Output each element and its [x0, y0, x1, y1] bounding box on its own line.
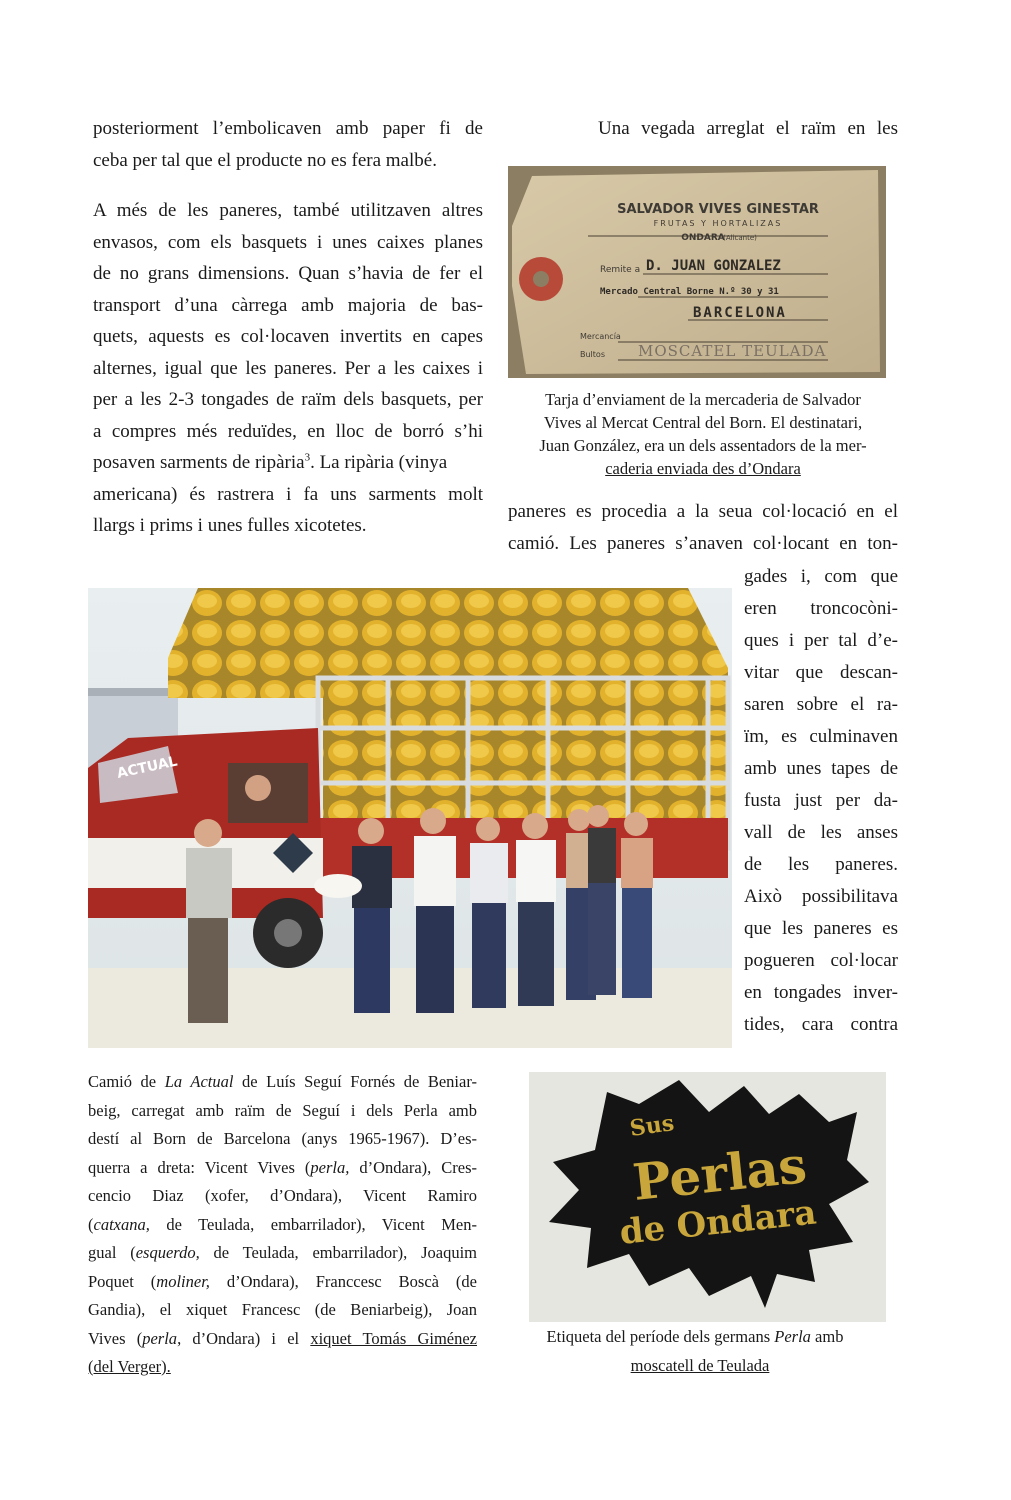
- caption-line: destí al Born de Barcelona (anys 1965-1967). D’es-: [88, 1129, 477, 1148]
- text-line: pogueren col·locar: [744, 950, 898, 971]
- shipping-tag-photo: [508, 166, 886, 378]
- caption-fragment: , d’Ondara) i el: [177, 1328, 311, 1348]
- label-caption: [510, 1323, 880, 1380]
- caption-italic: La Actual: [164, 1072, 234, 1091]
- text-line: ques i per tal d’e-: [744, 630, 898, 651]
- caption-line: Juan González, era un dels assentadors de la mer-: [539, 436, 867, 455]
- caption-fragment: amb: [810, 1327, 844, 1346]
- footnote-mark: 3: [304, 451, 311, 464]
- caption-line: [88, 1239, 477, 1268]
- cheese-bundle: [314, 874, 362, 898]
- text-line: en tongades inver-: [744, 982, 898, 1003]
- text-line: de no grans dimensions. Quan s’havia de fer el: [93, 263, 483, 284]
- text-line: ïm, es culminaven: [744, 726, 898, 747]
- tag-products: FRUTAS Y HORTALIZAS: [653, 219, 783, 228]
- caption-line: beig, carregat amb raïm de Seguí i dels Perla amb: [88, 1100, 477, 1120]
- text-line: alternes, igual que les paneres. Per a les caixes i: [93, 357, 483, 379]
- text-line: envasos, com els basquets i unes caixes planes: [93, 231, 483, 253]
- tag-recipient: D. JUAN GONZALEZ: [646, 258, 781, 274]
- caption-italic: perla: [142, 1328, 178, 1348]
- truck-photo: [88, 588, 732, 1048]
- left-paragraph-1: [93, 113, 483, 176]
- tag-company: SALVADOR VIVES GINESTAR: [617, 202, 819, 217]
- text-line: americana) és rastrera i fa uns sarments molt: [93, 483, 483, 505]
- caption-fragment: querra a dreta: Vicent Vives (: [88, 1157, 311, 1177]
- caption-italic: moliner,: [156, 1271, 210, 1291]
- tag-contents: MOSCATEL TEULADA: [638, 342, 827, 360]
- text-line: gades i, com que: [744, 566, 898, 587]
- caption-underlined: moscatell de Teulada: [630, 1355, 770, 1375]
- tag-city: BARCELONA: [693, 305, 787, 321]
- text-line: [93, 447, 483, 479]
- caption-fragment: d’Ondara), Cres-: [349, 1157, 477, 1177]
- caption-fragment: Camió de: [88, 1072, 165, 1091]
- text-line: vall de les anses: [744, 822, 898, 843]
- text-line: llargs i prims i unes fulles xicotetes.: [93, 515, 367, 536]
- right-continuation: [508, 496, 898, 559]
- caption-line: [88, 1353, 477, 1382]
- caption-italic: esquerdo,: [135, 1243, 200, 1262]
- text-line: Una vegada arreglat el raïm en les: [598, 118, 898, 139]
- right-narrow-column: [744, 561, 898, 1041]
- caption-line: [88, 1268, 477, 1297]
- caption-line: cencio Diaz (xofer, d’Ondara), Vicent Ramiro: [88, 1186, 477, 1205]
- text-line: tides, cara contra: [744, 1014, 898, 1035]
- caption-italic: Perla: [774, 1327, 811, 1346]
- label-photo: [529, 1072, 886, 1322]
- text-line: fusta just per da-: [744, 790, 898, 811]
- text-line: de les paneres.: [744, 854, 898, 875]
- caption-line: [510, 1352, 880, 1381]
- label-word-2: Perlas: [630, 1135, 810, 1212]
- text-line: amb unes tapes de: [744, 758, 898, 779]
- right-top-line: [508, 113, 898, 145]
- crate-stack-top: [168, 588, 728, 698]
- text-fragment: . La ripària (vinya: [310, 452, 448, 473]
- caption-line: Gandia), el xiquet Francesc (de Beniarbeig), Joan: [88, 1300, 477, 1319]
- tag-remite-label: Remite a: [600, 265, 641, 275]
- label-word-3: de Ondara: [617, 1192, 819, 1253]
- tag-province: (Alicante): [723, 234, 757, 242]
- text-line: Això possibilitava: [744, 886, 898, 907]
- tag-address: Mercado Central Borne N.º 30 y 31: [600, 287, 779, 297]
- truck-caption: [88, 1068, 477, 1382]
- caption-fragment: Vives (: [88, 1328, 143, 1348]
- caption-line: Tarja d’enviament de la mercaderia de Salvador: [545, 390, 861, 409]
- text-line: vitar que descan-: [744, 662, 898, 683]
- cab-text: ACTUAL: [115, 753, 179, 782]
- caption-line: [88, 1068, 477, 1097]
- caption-underlined: (del Verger).: [88, 1357, 171, 1376]
- caption-fragment: de Teulada, embarrilador), Joaquim: [199, 1243, 478, 1262]
- text-line: A més de les paneres, també utilitzaven altres: [93, 200, 483, 221]
- label-word-1: Sus: [628, 1110, 676, 1142]
- shipping-tag-image: [508, 166, 886, 378]
- tag-hole: [533, 271, 549, 287]
- text-line: camió. Les paneres s’anaven col·locant en ton-: [508, 532, 898, 554]
- tag-bultos-label: Bultos: [580, 350, 605, 359]
- caption-fragment: Poquet (: [88, 1271, 157, 1291]
- left-paragraph-2: [93, 195, 483, 542]
- caption-italic: perla,: [310, 1157, 350, 1177]
- caption-line: [510, 1323, 880, 1352]
- caption-underlined: xiquet Tomás Giménez: [310, 1328, 478, 1348]
- caption-fragment: d’Ondara), Franccesc Boscà (de: [209, 1271, 477, 1291]
- shipping-tag-caption: [508, 388, 898, 480]
- caption-fragment: de Teulada, embarrilador), Vicent Men-: [149, 1214, 477, 1234]
- tag-mercancia-label: Mercancía: [580, 332, 621, 341]
- caption-line: [88, 1154, 477, 1183]
- caption-line: [508, 457, 898, 480]
- caption-underlined: caderia enviada des d’Ondara: [605, 459, 801, 478]
- text-line: transport d’una càrrega amb majoria de bas-: [93, 294, 483, 316]
- caption-line: [88, 1325, 477, 1354]
- text-line: eren troncocòni-: [744, 598, 898, 619]
- tag-town: ONDARA: [681, 233, 725, 243]
- caption-fragment: Etiqueta del període dels germans: [546, 1327, 775, 1346]
- text-line: quets, aquests es col·locaven invertits en capes: [93, 326, 483, 347]
- text-line: per a les 2-3 tongades de raïm dels basquets, per: [93, 389, 483, 410]
- caption-italic: catxana,: [93, 1214, 150, 1234]
- text-fragment: posaven sarments de ripària: [93, 452, 305, 473]
- caption-fragment: gual (: [88, 1243, 136, 1262]
- label-image: [529, 1072, 886, 1322]
- text-line: posteriorment l’embolicaven amb paper fi de: [93, 118, 483, 139]
- caption-fragment: de Luís Seguí Fornés de Beniar-: [233, 1072, 477, 1091]
- text-line: saren sobre el ra-: [744, 694, 898, 715]
- text-line: a compres més reduïdes, en lloc de borró s’hi: [93, 420, 483, 442]
- text-line: ceba per tal que el producte no es fera malbé.: [93, 149, 437, 171]
- truck-photo-image: [88, 588, 732, 1048]
- text-line: que les paneres es: [744, 918, 898, 939]
- text-line: paneres es procedia a la seua col·locació en el: [508, 501, 898, 522]
- caption-line: [88, 1211, 477, 1240]
- caption-line: Vives al Mercat Central del Born. El destinatari,: [543, 413, 863, 432]
- caption-fragment: (: [88, 1214, 94, 1234]
